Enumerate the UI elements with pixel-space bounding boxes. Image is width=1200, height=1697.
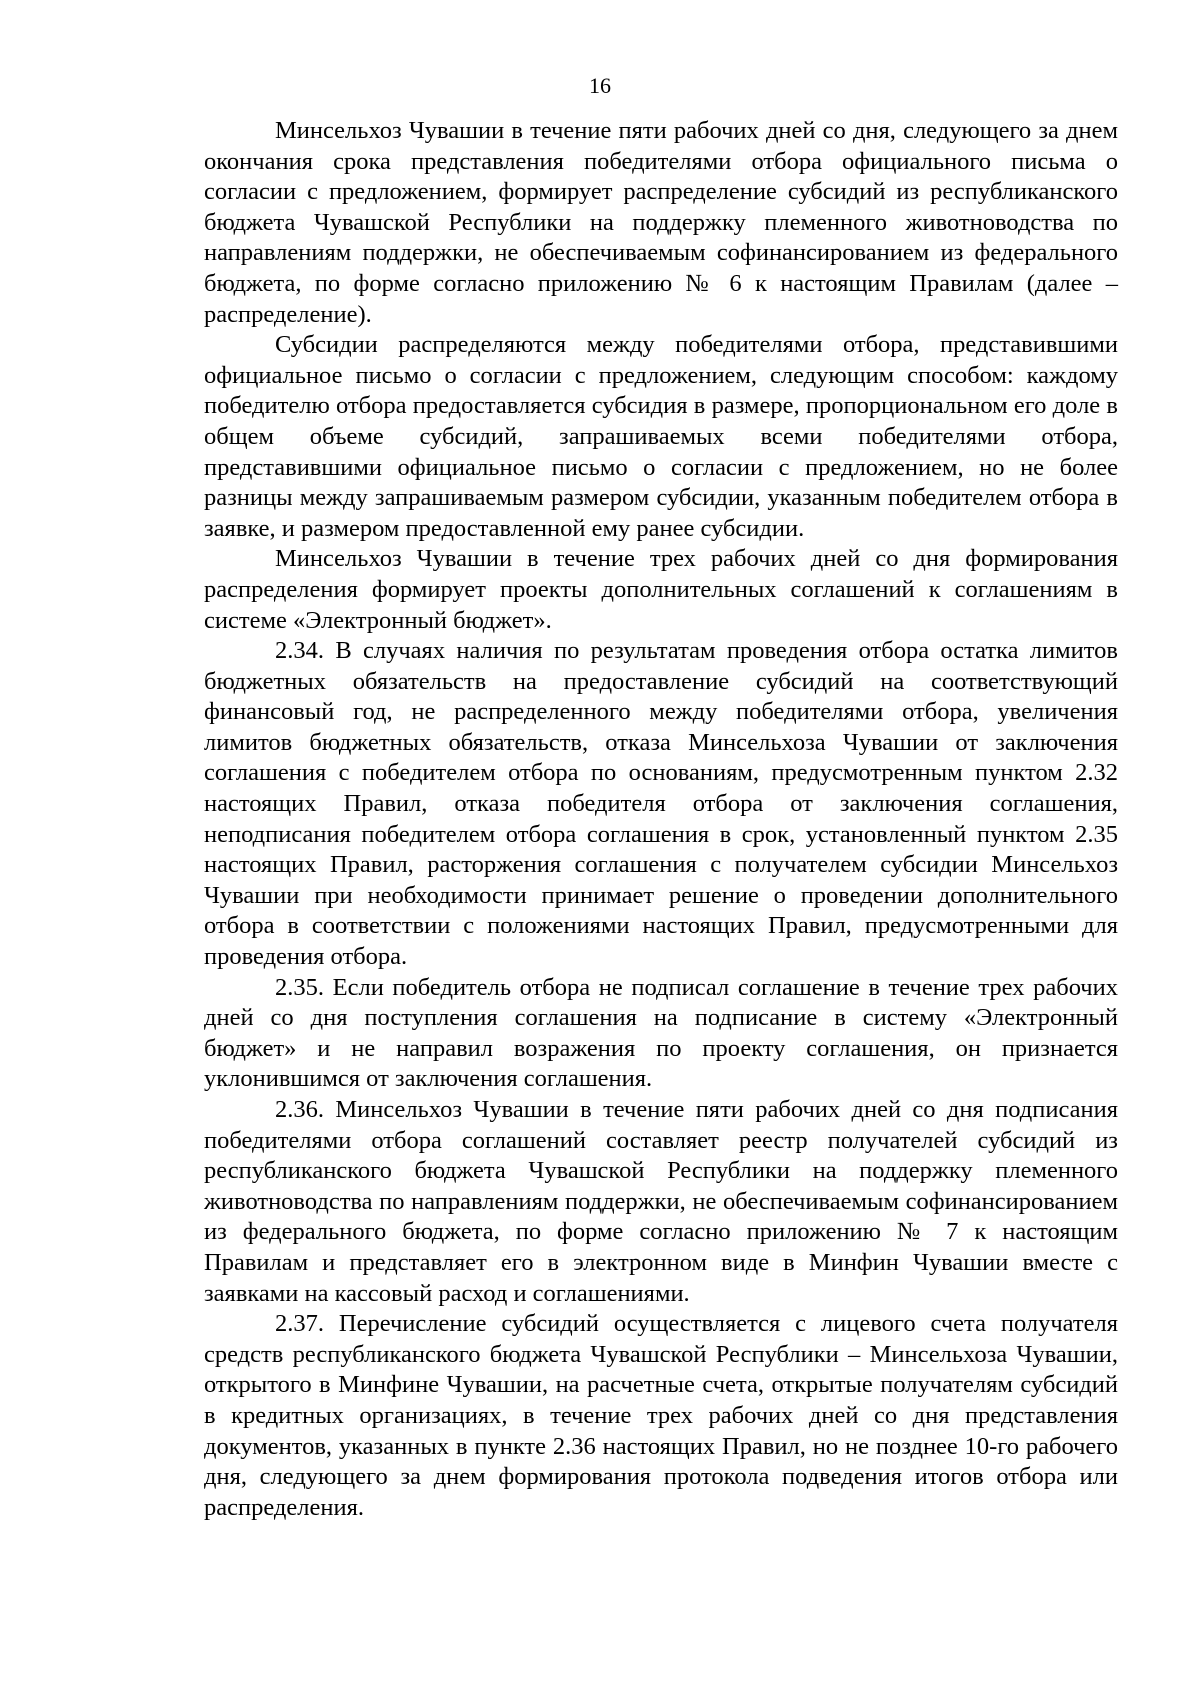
page-number: 16 [589,73,611,98]
paragraph-additional-agreements: Минсельхоз Чувашии в течение трех рабочих дней со дня формирования распределения формирует проекты дополнительных соглашений к соглашениям в системе «Электронный бюджет». [204,545,1118,634]
paragraph-2-36: 2.36. Минсельхоз Чувашии в течение пяти рабочих дней со дня подписания победителями отбора соглашений составляет реестр получателей субсидий из республиканского бюджета Чувашской Республики на поддержку племенного животноводства по направлениям поддержки, не обеспечиваемым софинансированием из федерального бюджета, по форме согласно приложению № 7 к настоящим Правилам и представляет его в электронном виде в Минфин Чувашии вместе с заявками на кассовый расход и соглашениями. [204,1096,1118,1307]
paragraph-2-37: 2.37. Перечисление субсидий осуществляется с лицевого счета получателя средств республиканского бюджета Чувашской Республики – Минсельхоза Чувашии, открытого в Минфине Чувашии, на расчетные счета, открытые получателям субсидий в кредитных организациях, в течение трех рабочих дней со дня представления документов, указанных в пункте 2.36 настоящих Правил, но не позднее 10-го рабочего дня, следующего за днем формирования протокола подведения итогов отбора или распределения. [204,1310,1118,1521]
paragraph-distribution: Минсельхоз Чувашии в течение пяти рабочих дней со дня, следующего за днем окончания срока представления победителями отбора официального письма о согласии с предложением, формирует распределение субсидий из республиканского бюджета Чувашской Республики на поддержку племенного животноводства по направлениям поддержки, не обеспечиваемым софинансированием из федерального бюджета, по форме согласно приложению № 6 к настоящим Правилам (далее – распределение). [204,117,1118,328]
document-body [204,116,1118,1523]
paragraph-2-35: 2.35. Если победитель отбора не подписал соглашение в течение трех рабочих дней со дня поступления соглашения на подписание в систему «Электронный бюджет» и не направил возражения по проекту соглашения, он признается уклонившимся от заключения соглашения. [204,973,1118,1093]
paragraph-2-34: 2.34. В случаях наличия по результатам проведения отбора остатка лимитов бюджетных обязательств на предоставление субсидий на соответствующий финансовый год, не распределенного между победителями отбора, увеличения лимитов бюджетных обязательств, отказа Минсельхоза Чувашии от заключения соглашения с победителем отбора по основаниям, предусмотренным пунктом 2.32 настоящих Правил, отказа победителя отбора от заключения соглашения, неподписания победителем отбора соглашения в срок, установленный пунктом 2.35 настоящих Правил, расторжения соглашения с получателем субсидии Минсельхоз Чувашии при необходимости принимает решение о проведении дополнительного отбора в соответствии с положениями настоящих Правил, предусмотренными для проведения отбора. [204,637,1118,971]
paragraph-subsidy-allocation: Субсидии распределяются между победителями отбора, представившими официальное письмо о согласии с предложением, следующим способом: каждому победителю отбора предоставляется субсидия в размере, пропорциональном его доле в общем объеме субсидий, запрашиваемых всеми победителями отбора, представившими официальное письмо о согласии с предложением, но не более разницы между запрашиваемым размером субсидии, указанным победителем отбора в заявке, и размером предоставленной ему ранее субсидии. [204,331,1118,542]
